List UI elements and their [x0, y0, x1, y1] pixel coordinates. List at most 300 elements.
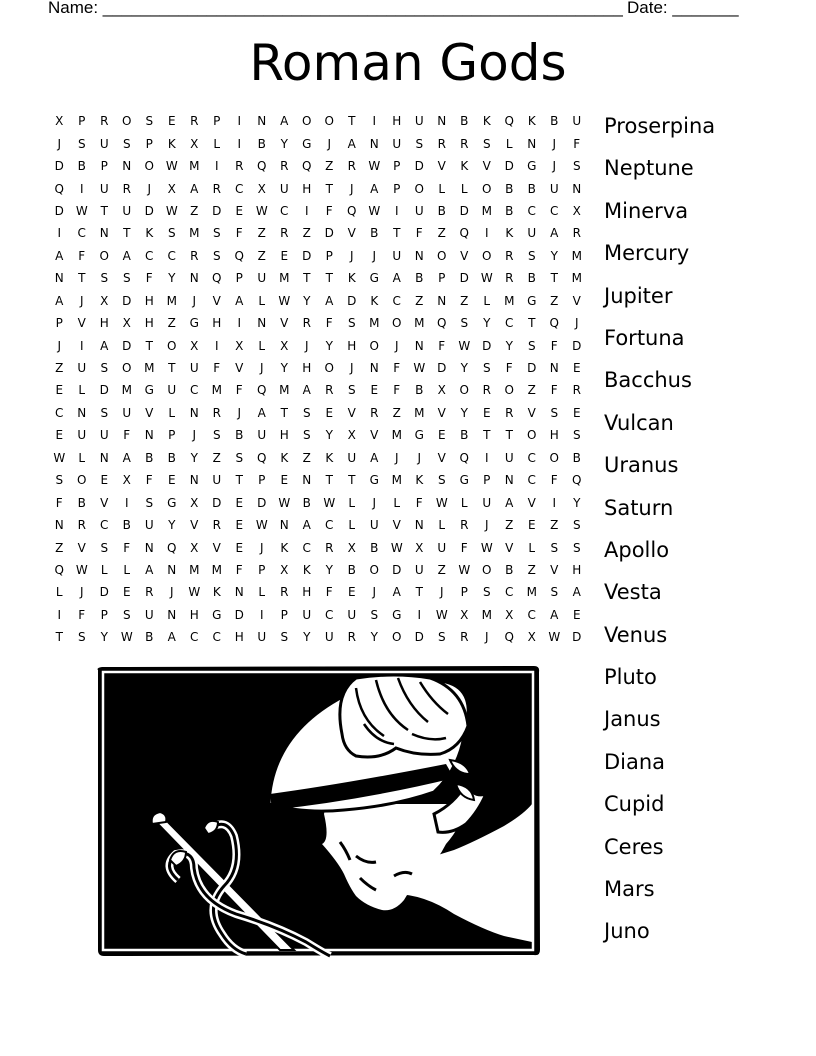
grid-letter: S	[347, 383, 356, 398]
grid-row	[48, 491, 588, 513]
grid-letter: S	[167, 226, 176, 241]
grid-letter: B	[460, 428, 469, 443]
grid-letter: T	[100, 203, 108, 218]
grid-letter: F	[550, 383, 558, 398]
word-list	[604, 110, 715, 958]
grid-letter: V	[392, 518, 401, 533]
grid-letter: B	[437, 203, 446, 218]
grid-letter: N	[77, 405, 87, 420]
grid-letter: C	[505, 585, 514, 600]
grid-letter: F	[550, 338, 558, 353]
grid-letter: L	[123, 562, 131, 577]
grid-letter: U	[99, 181, 109, 196]
grid-row	[48, 155, 588, 177]
grid-letter: R	[505, 405, 514, 420]
grid-letter: Z	[392, 405, 401, 420]
grid-letter: G	[212, 607, 222, 622]
grid-letter: C	[100, 518, 109, 533]
grid-letter: C	[527, 607, 536, 622]
grid-letter: A	[100, 338, 109, 353]
grid-letter: R	[280, 159, 289, 174]
grid-letter: R	[505, 271, 514, 286]
grid-letter: I	[57, 607, 62, 622]
grid-letter: L	[55, 585, 63, 600]
grid-letter: O	[99, 248, 109, 263]
grid-letter: L	[483, 293, 491, 308]
grid-letter: M	[189, 226, 200, 241]
grid-letter: J	[57, 338, 62, 353]
grid-letter: M	[571, 248, 582, 263]
grid-letter: Y	[168, 271, 176, 286]
grid-letter: W	[188, 585, 201, 600]
grid-letter: P	[55, 316, 63, 331]
grid-letter: S	[302, 405, 311, 420]
grid-letter: P	[325, 248, 333, 263]
grid-letter: A	[572, 585, 581, 600]
grid-letter: A	[325, 293, 334, 308]
grid-letter: X	[280, 338, 289, 353]
grid-letter: S	[302, 428, 311, 443]
grid-letter: Q	[459, 450, 469, 465]
grid-letter: I	[79, 338, 84, 353]
grid-letter: G	[189, 316, 199, 331]
grid-letter: D	[459, 203, 469, 218]
grid-letter: L	[460, 181, 468, 196]
grid-letter: Z	[550, 293, 559, 308]
grid-letter: J	[552, 136, 557, 151]
word-list-item: Vulcan	[604, 410, 674, 435]
grid-letter: B	[77, 495, 86, 510]
grid-letter: A	[370, 450, 379, 465]
grid-row	[48, 312, 588, 334]
grid-letter: Y	[460, 361, 468, 376]
grid-letter: T	[325, 473, 333, 488]
grid-letter: V	[572, 293, 581, 308]
grid-row	[48, 200, 588, 222]
grid-letter: Z	[527, 562, 536, 577]
grid-letter: C	[550, 203, 559, 218]
grid-letter: N	[99, 226, 109, 241]
grid-letter: W	[435, 495, 448, 510]
grid-letter: T	[483, 428, 491, 443]
grid-letter: F	[123, 540, 131, 555]
grid-letter: B	[235, 428, 244, 443]
grid-letter: C	[302, 540, 311, 555]
grid-letter: L	[100, 562, 108, 577]
grid-letter: N	[167, 607, 177, 622]
grid-letter: S	[280, 630, 289, 645]
grid-letter: L	[348, 495, 356, 510]
grid-letter: A	[392, 271, 401, 286]
grid-letter: W	[75, 562, 88, 577]
grid-letter: I	[304, 203, 309, 218]
grid-letter: N	[99, 450, 109, 465]
grid-letter: X	[100, 293, 109, 308]
grid-letter: J	[349, 248, 354, 263]
grid-letter: D	[234, 607, 244, 622]
grid-letter: A	[280, 114, 289, 129]
grid-letter: G	[527, 293, 537, 308]
grid-letter: N	[257, 316, 267, 331]
grid-letter: B	[122, 518, 131, 533]
grid-letter: E	[280, 248, 289, 263]
grid-letter: K	[167, 136, 176, 151]
grid-letter: X	[347, 540, 356, 555]
grid-letter: U	[414, 562, 424, 577]
grid-letter: E	[325, 405, 334, 420]
grid-letter: E	[482, 405, 491, 420]
grid-letter: Z	[415, 293, 424, 308]
grid-letter: J	[394, 450, 399, 465]
grid-letter: S	[145, 114, 154, 129]
grid-letter: Y	[303, 630, 311, 645]
grid-letter: O	[369, 338, 379, 353]
grid-letter: M	[481, 607, 492, 622]
grid-letter: J	[439, 585, 444, 600]
grid-letter: J	[304, 338, 309, 353]
grid-letter: H	[234, 630, 244, 645]
grid-row	[48, 447, 588, 469]
grid-letter: S	[145, 495, 154, 510]
grid-letter: S	[550, 405, 559, 420]
grid-letter: P	[235, 271, 243, 286]
grid-letter: W	[413, 361, 426, 376]
grid-letter: L	[505, 136, 513, 151]
grid-letter: P	[78, 114, 86, 129]
grid-letter: D	[414, 630, 424, 645]
grid-letter: D	[99, 383, 109, 398]
grid-letter: Y	[370, 630, 378, 645]
grid-letter: U	[167, 383, 177, 398]
grid-letter: R	[482, 383, 491, 398]
word-list-item: Janus	[604, 707, 661, 732]
grid-letter: U	[504, 450, 514, 465]
grid-letter: J	[57, 136, 62, 151]
grid-letter: T	[168, 361, 176, 376]
grid-row	[48, 626, 588, 648]
grid-letter: F	[505, 361, 513, 376]
grid-letter: N	[414, 338, 424, 353]
grid-letter: A	[347, 136, 356, 151]
grid-letter: U	[122, 203, 132, 218]
grid-letter: X	[460, 607, 469, 622]
grid-letter: V	[190, 518, 199, 533]
grid-letter: T	[280, 405, 288, 420]
grid-letter: B	[572, 450, 581, 465]
grid-letter: B	[145, 630, 154, 645]
grid-letter: J	[552, 159, 557, 174]
grid-letter: B	[505, 181, 514, 196]
grid-letter: V	[145, 405, 154, 420]
grid-letter: Q	[572, 473, 582, 488]
grid-letter: H	[302, 585, 312, 600]
grid-letter: K	[280, 540, 289, 555]
grid-letter: M	[391, 428, 402, 443]
grid-letter: R	[77, 518, 86, 533]
grid-letter: W	[165, 203, 178, 218]
grid-letter: W	[548, 630, 561, 645]
grid-letter: O	[482, 562, 492, 577]
grid-letter: Q	[437, 316, 447, 331]
grid-letter: Y	[280, 361, 288, 376]
grid-letter: R	[437, 136, 446, 151]
grid-letter: X	[505, 607, 514, 622]
grid-letter: A	[235, 293, 244, 308]
grid-letter: S	[437, 473, 446, 488]
grid-letter: Q	[504, 630, 514, 645]
grid-letter: M	[189, 562, 200, 577]
grid-letter: P	[393, 181, 401, 196]
grid-letter: D	[99, 585, 109, 600]
word-list-item: Bacchus	[604, 368, 692, 393]
grid-letter: U	[189, 361, 199, 376]
grid-letter: M	[504, 293, 515, 308]
grid-letter: T	[145, 338, 153, 353]
grid-letter: V	[527, 495, 536, 510]
grid-letter: I	[57, 226, 62, 241]
grid-letter: Y	[505, 338, 513, 353]
grid-letter: F	[78, 607, 86, 622]
grid-letter: H	[279, 428, 289, 443]
grid-letter: U	[212, 473, 222, 488]
grid-letter: O	[482, 248, 492, 263]
grid-letter: D	[527, 361, 537, 376]
grid-letter: Z	[190, 203, 199, 218]
grid-letter: W	[368, 203, 381, 218]
grid-letter: C	[527, 203, 536, 218]
grid-letter: W	[75, 203, 88, 218]
grid-letter: Q	[257, 450, 267, 465]
grid-letter: A	[122, 450, 131, 465]
grid-letter: G	[369, 271, 379, 286]
grid-letter: Y	[303, 293, 311, 308]
grid-letter: U	[414, 203, 424, 218]
grid-letter: D	[572, 630, 582, 645]
grid-letter: R	[347, 159, 356, 174]
grid-letter: E	[167, 114, 176, 129]
grid-letter: N	[437, 293, 447, 308]
grid-letter: E	[347, 585, 356, 600]
grid-letter: S	[122, 271, 131, 286]
grid-letter: H	[549, 428, 559, 443]
grid-letter: J	[574, 316, 579, 331]
grid-letter: U	[257, 271, 267, 286]
grid-letter: S	[572, 159, 581, 174]
grid-letter: S	[100, 540, 109, 555]
grid-letter: D	[257, 495, 267, 510]
grid-letter: O	[302, 114, 312, 129]
grid-letter: Y	[460, 405, 468, 420]
grid-letter: L	[460, 495, 468, 510]
grid-letter: N	[234, 585, 244, 600]
grid-letter: G	[369, 473, 379, 488]
grid-letter: R	[302, 316, 311, 331]
grid-letter: H	[392, 114, 402, 129]
grid-letter: J	[372, 495, 377, 510]
grid-letter: Z	[460, 293, 469, 308]
grid-letter: I	[552, 495, 557, 510]
grid-letter: T	[123, 226, 131, 241]
grid-letter: C	[212, 630, 221, 645]
grid-letter: V	[437, 159, 446, 174]
grid-letter: E	[235, 518, 244, 533]
grid-letter: N	[54, 271, 64, 286]
grid-row	[48, 581, 588, 603]
grid-letter: H	[144, 293, 154, 308]
grid-letter: U	[257, 630, 267, 645]
grid-letter: C	[55, 405, 64, 420]
grid-letter: M	[571, 271, 582, 286]
grid-letter: E	[55, 383, 64, 398]
grid-letter: J	[259, 540, 264, 555]
grid-letter: Q	[347, 203, 357, 218]
grid-letter: W	[368, 159, 381, 174]
grid-letter: N	[527, 136, 537, 151]
grid-letter: O	[504, 383, 514, 398]
grid-letter: G	[527, 159, 537, 174]
grid-letter: Y	[190, 450, 198, 465]
grid-letter: O	[549, 450, 559, 465]
grid-letter: U	[77, 361, 87, 376]
grid-letter: L	[258, 585, 266, 600]
grid-letter: U	[414, 114, 424, 129]
grid-letter: A	[122, 248, 131, 263]
grid-letter: D	[504, 159, 514, 174]
grid-letter: W	[323, 495, 336, 510]
word-list-item: Apollo	[604, 537, 670, 562]
grid-letter: A	[550, 226, 559, 241]
grid-letter: C	[280, 203, 289, 218]
word-list-item: Diana	[604, 749, 666, 774]
grid-letter: J	[237, 405, 242, 420]
grid-letter: N	[144, 428, 154, 443]
grid-letter: D	[572, 338, 582, 353]
grid-letter: F	[415, 226, 423, 241]
grid-row	[48, 357, 588, 379]
grid-letter: C	[235, 181, 244, 196]
grid-letter: V	[437, 450, 446, 465]
word-list-item: Proserpina	[604, 114, 716, 138]
grid-row	[48, 469, 588, 491]
grid-letter: A	[370, 181, 379, 196]
grid-letter: T	[235, 473, 243, 488]
grid-letter: F	[460, 540, 468, 555]
grid-letter: I	[214, 338, 219, 353]
grid-letter: E	[235, 203, 244, 218]
grid-letter: U	[572, 114, 582, 129]
grid-letter: L	[78, 383, 86, 398]
grid-letter: I	[259, 607, 264, 622]
grid-letter: K	[325, 450, 334, 465]
grid-letter: E	[572, 607, 581, 622]
grid-letter: M	[211, 562, 222, 577]
grid-letter: U	[347, 607, 357, 622]
grid-letter: R	[325, 383, 334, 398]
grid-letter: V	[482, 159, 491, 174]
grid-letter: I	[237, 316, 242, 331]
grid-letter: D	[54, 159, 64, 174]
grid-letter: N	[414, 248, 424, 263]
grid-letter: E	[100, 473, 109, 488]
grid-letter: L	[393, 495, 401, 510]
grid-letter: J	[259, 361, 264, 376]
grid-letter: N	[167, 562, 177, 577]
grid-row	[48, 290, 588, 312]
grid-letter: I	[79, 181, 84, 196]
grid-letter: D	[324, 226, 334, 241]
grid-letter: M	[414, 316, 425, 331]
grid-letter: S	[347, 316, 356, 331]
grid-letter: M	[121, 383, 132, 398]
grid-letter: I	[417, 607, 422, 622]
grid-letter: X	[235, 338, 244, 353]
grid-letter: R	[460, 518, 469, 533]
grid-letter: E	[280, 473, 289, 488]
grid-row	[48, 402, 588, 424]
grid-letter: P	[145, 136, 153, 151]
grid-letter: T	[303, 271, 311, 286]
grid-letter: V	[505, 540, 514, 555]
grid-letter: O	[324, 114, 334, 129]
grid-letter: A	[55, 248, 64, 263]
grid-letter: K	[302, 562, 311, 577]
grid-letter: I	[237, 136, 242, 151]
grid-letter: E	[55, 428, 64, 443]
grid-letter: M	[279, 271, 290, 286]
grid-letter: N	[302, 473, 312, 488]
grid-letter: O	[324, 361, 334, 376]
grid-row	[48, 379, 588, 401]
grid-letter: Z	[302, 450, 311, 465]
grid-letter: R	[460, 136, 469, 151]
grid-letter: Y	[325, 428, 333, 443]
grid-letter: H	[99, 316, 109, 331]
date-field: Date: _______	[627, 0, 739, 17]
grid-letter: S	[100, 405, 109, 420]
grid-letter: R	[280, 226, 289, 241]
grid-letter: S	[550, 585, 559, 600]
grid-letter: N	[189, 271, 199, 286]
grid-letter: A	[550, 607, 559, 622]
grid-letter: Z	[550, 518, 559, 533]
word-list-item: Mercury	[604, 241, 690, 266]
grid-letter: T	[393, 226, 401, 241]
word-list-item: Vesta	[604, 580, 662, 605]
grid-letter: M	[391, 473, 402, 488]
grid-letter: A	[392, 585, 401, 600]
grid-letter: O	[167, 338, 177, 353]
grid-letter: S	[77, 630, 86, 645]
grid-letter: M	[414, 405, 425, 420]
grid-row	[48, 424, 588, 446]
grid-letter: Z	[505, 518, 514, 533]
grid-letter: N	[504, 473, 514, 488]
grid-letter: J	[417, 450, 422, 465]
word-search-grid	[48, 110, 588, 649]
grid-letter: D	[437, 361, 447, 376]
grid-letter: Z	[257, 226, 266, 241]
grid-letter: W	[53, 450, 66, 465]
grid-letter: X	[122, 316, 131, 331]
grid-letter: X	[122, 473, 131, 488]
grid-letter: S	[527, 338, 536, 353]
grid-letter: O	[482, 181, 492, 196]
grid-letter: N	[54, 518, 64, 533]
grid-letter: B	[77, 159, 86, 174]
grid-letter: V	[527, 405, 536, 420]
grid-letter: M	[481, 203, 492, 218]
grid-letter: R	[572, 383, 581, 398]
